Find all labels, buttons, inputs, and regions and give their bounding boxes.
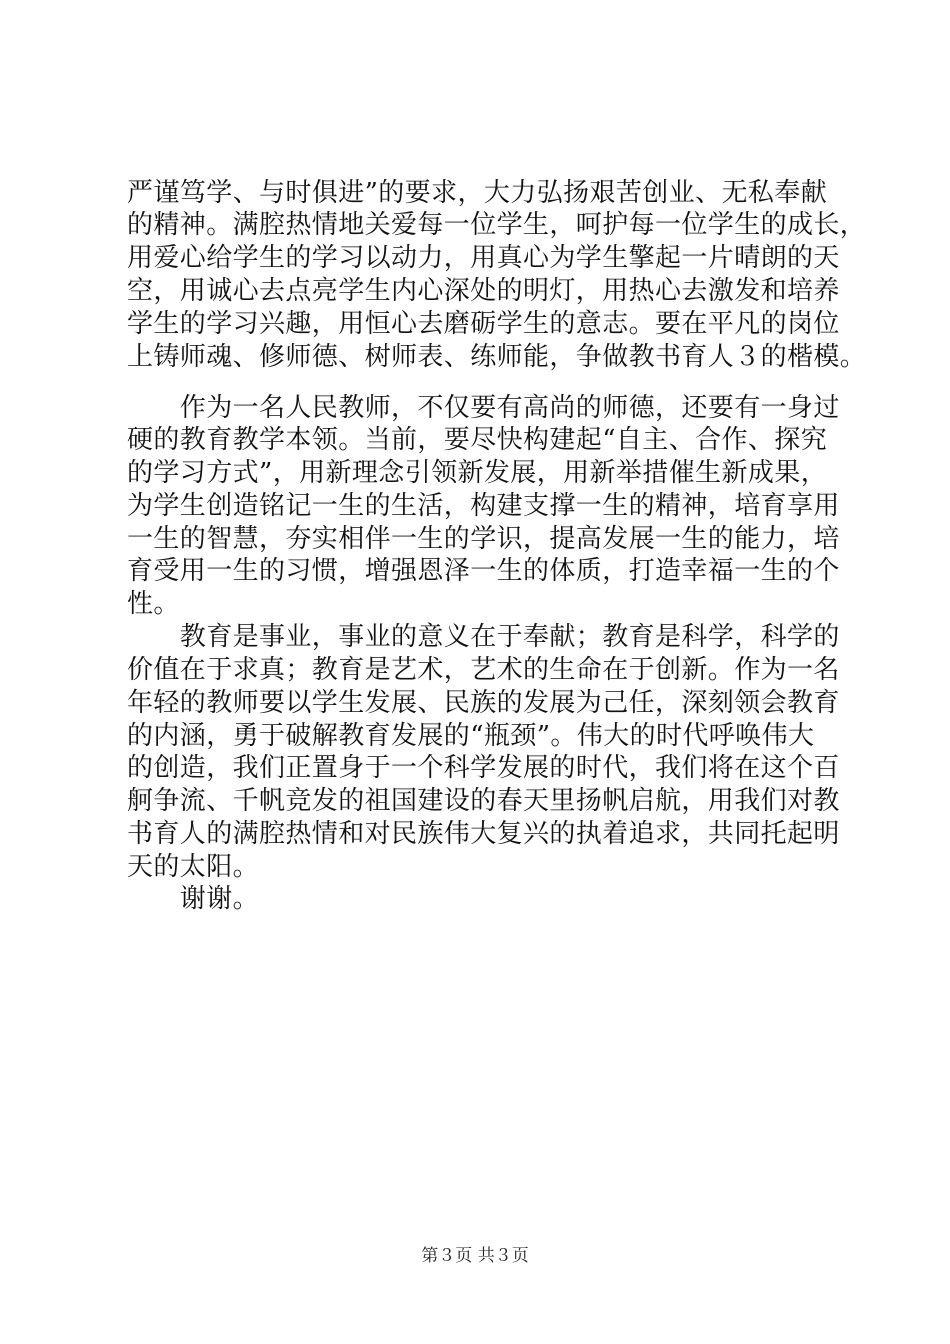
text-line: 性。 xyxy=(127,589,180,619)
text-line: 的精神。满腔热情地关爱每一位学生，呵护每一位学生的成长， xyxy=(127,210,867,240)
text-line: 硬的教育教学本领。当前，要尽快构建起“自主、合作、探究 xyxy=(127,425,828,455)
text-line: 价值在于求真；教育是艺术，艺术的生命在于创新。作为一名 xyxy=(127,655,840,685)
text-line: 的创造，我们正置身于一个科学发展的时代，我们将在这个百 xyxy=(127,753,840,783)
text-line: 学生的学习兴趣，用恒心去磨砺学生的意志。要在平凡的岗位 xyxy=(127,309,840,339)
text-line: 育受用一生的习惯，增强恩泽一生的体质，打造幸福一生的个 xyxy=(127,556,840,586)
text-line: 严谨笃学、与时俱进”的要求，大力弘扬艰苦创业、无私奉献 xyxy=(127,178,828,208)
text-line: 谢谢。 xyxy=(127,884,260,914)
text-line: 为学生创造铭记一生的生活，构建支撑一生的精神，培育享用 xyxy=(127,491,840,521)
text-line: 教育是事业，事业的意义在于奉献；教育是科学，科学的 xyxy=(127,622,840,652)
text-line: 书育人的满腔热情和对民族伟大复兴的执着追求，共同托起明 xyxy=(127,819,840,849)
page-number-footer: 第３页 共３页 xyxy=(421,1246,529,1266)
text-line: 的学习方式”，用新理念引领新发展，用新举措催生新成果， xyxy=(127,458,828,488)
text-line: 空，用诚心去点亮学生内心深处的明灯，用热心去激发和培养 xyxy=(127,276,840,306)
text-line: 年轻的教师要以学生发展、民族的发展为己任，深刻领会教育 xyxy=(127,688,840,718)
text-line: 用爱心给学生的学习以动力，用真心为学生擎起一片晴朗的天 xyxy=(127,243,840,273)
text-line: 上铸师魂、修师德、树师表、练师能，争做教书育人３的楷模。 xyxy=(127,342,867,372)
text-line: 舸争流、千帆竞发的祖国建设的春天里扬帆启航，用我们对教 xyxy=(127,786,840,816)
text-line: 一生的智慧，夯实相伴一生的学识，提高发展一生的能力，培 xyxy=(127,524,840,554)
text-line: 的内涵，勇于破解教育发展的“瓶颈”。伟大的时代呼唤伟大 xyxy=(127,721,815,751)
text-line: 天的太阳。 xyxy=(127,852,260,882)
text-line: 作为一名人民教师，不仅要有高尚的师德，还要有一身过 xyxy=(127,393,840,423)
